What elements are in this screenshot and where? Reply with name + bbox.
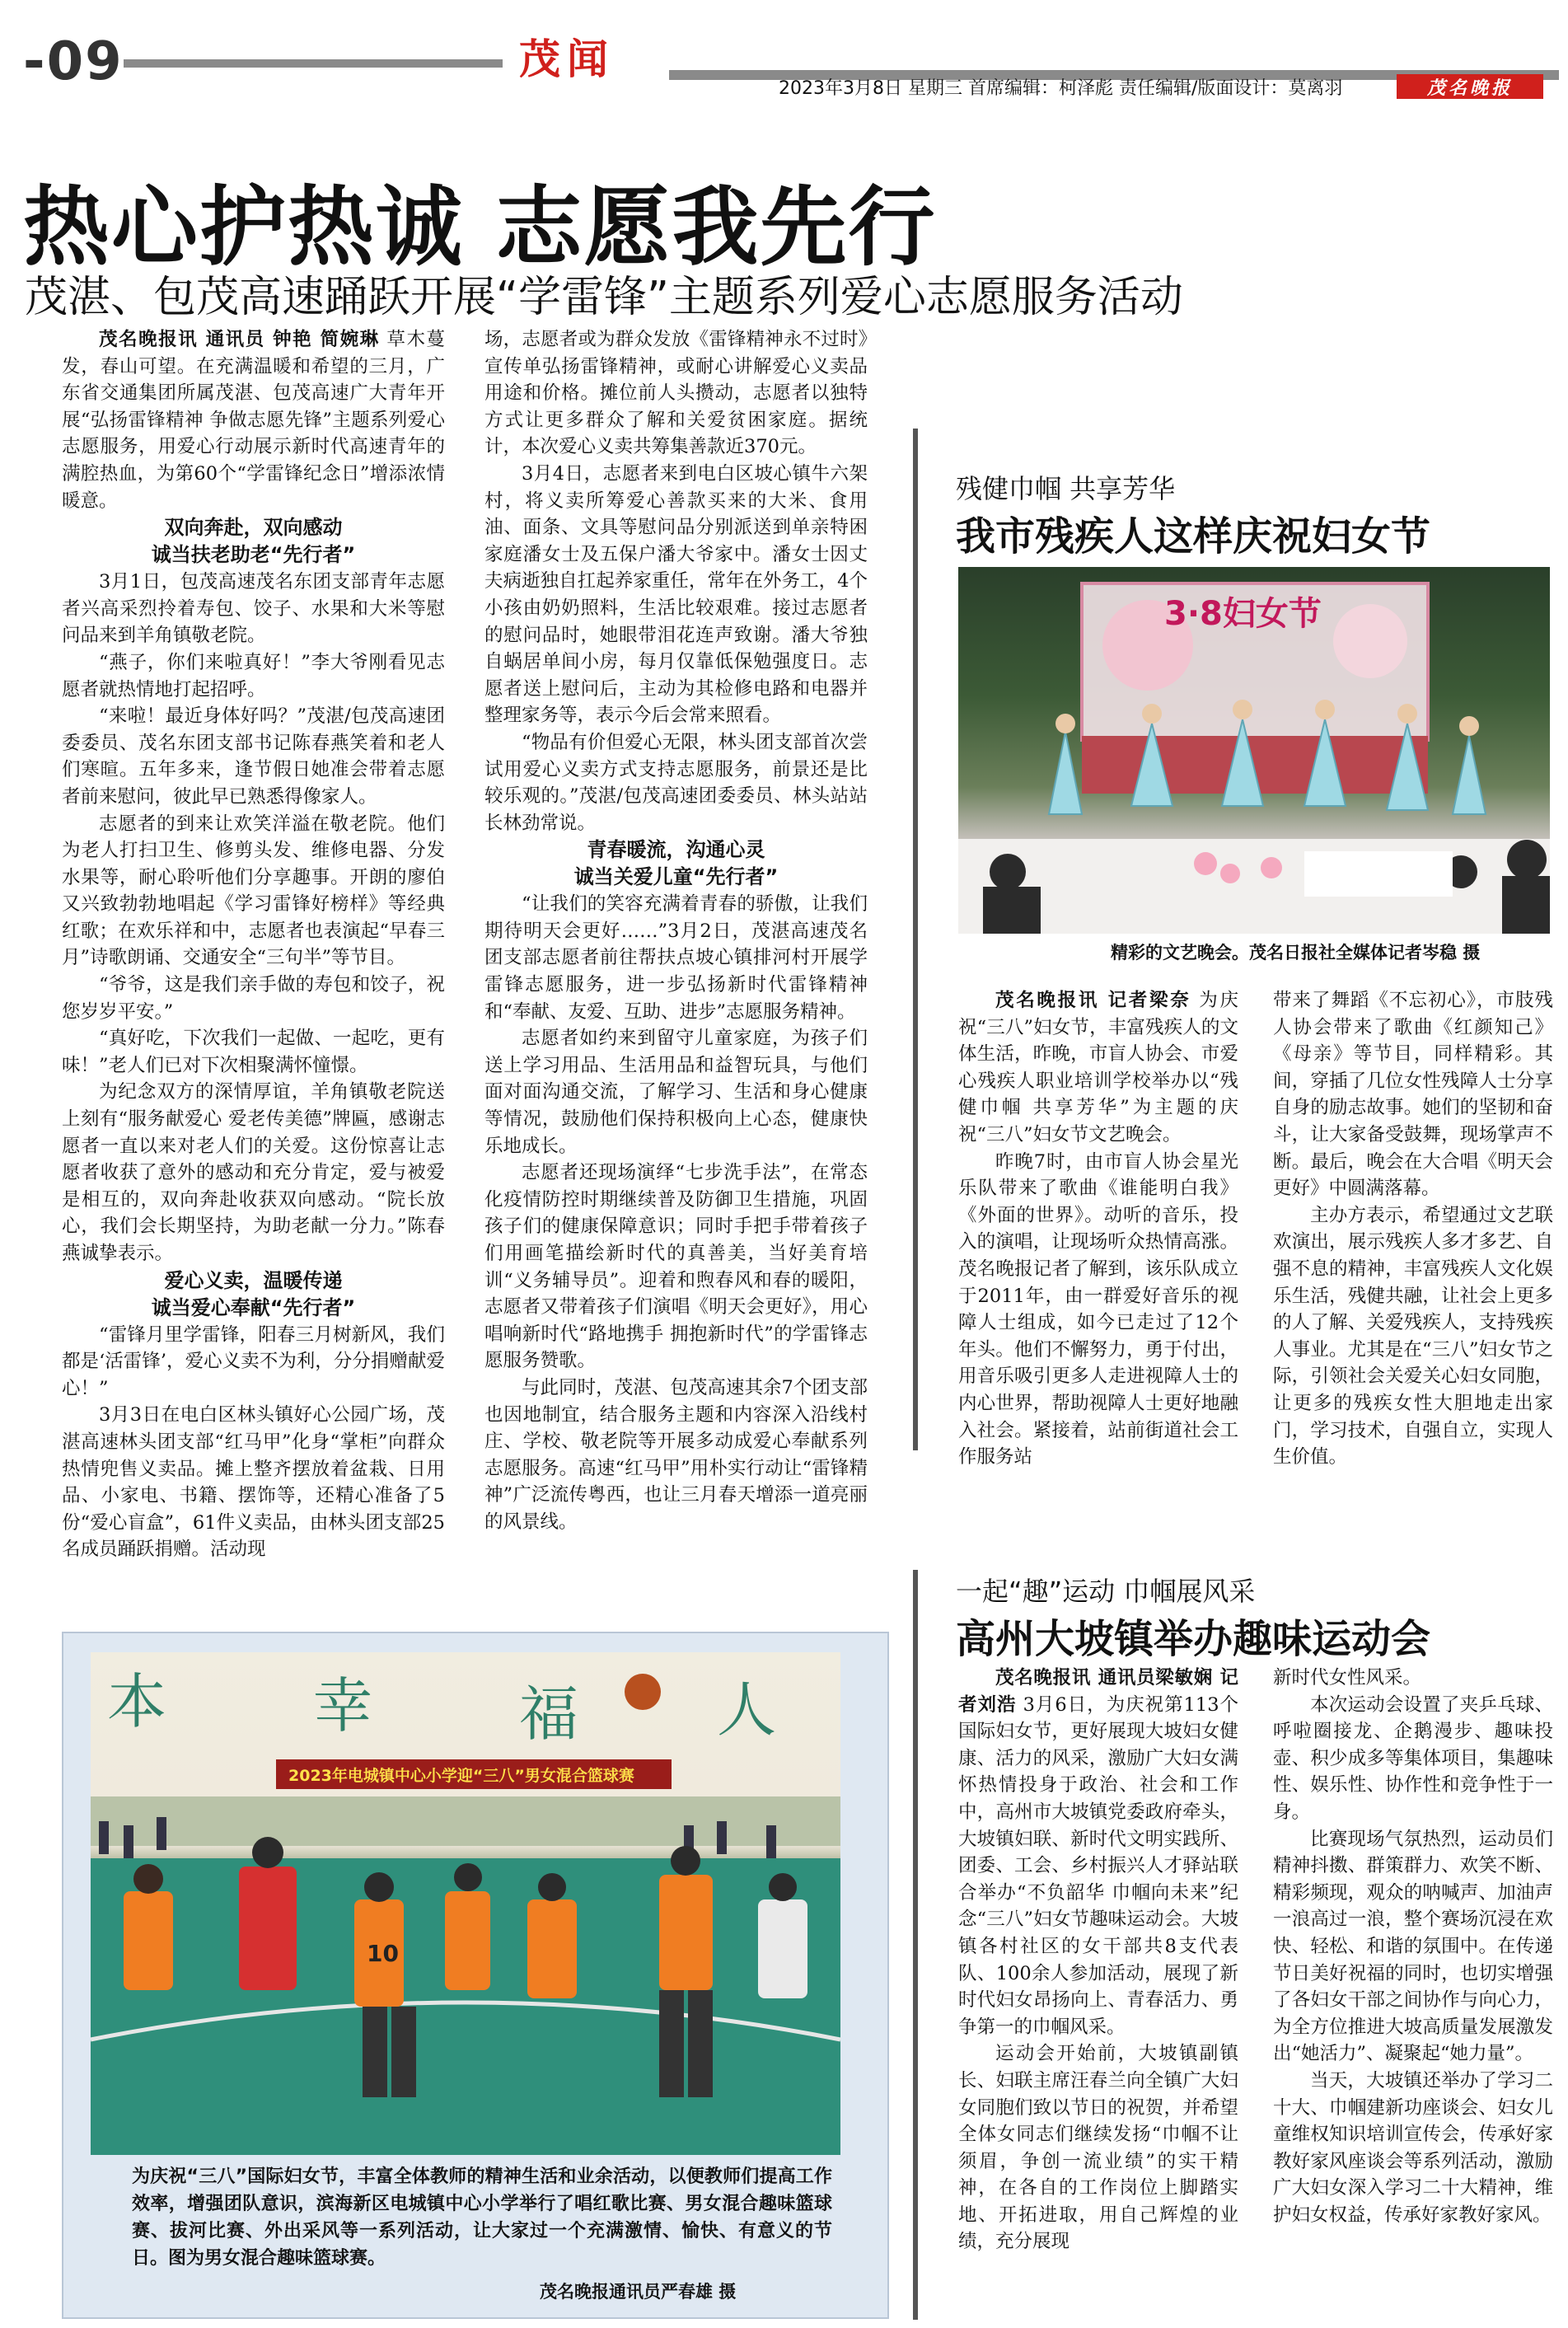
svg-text:3·8妇女节: 3·8妇女节: [1164, 595, 1322, 633]
paragraph: 3月1日，包茂高速茂名东团支部青年志愿者兴高采烈拎着寿包、饺子、水果和大米等慰问品来到羊角镇敬老院。: [62, 571, 445, 647]
paragraph: 与此同时，茂湛、包茂高速其余7个团支部也因地制宜，结合服务主题和内容深入沿线村庄、学校、敬老院等开展多动成爱心奉献系列志愿服务。高速“红马甲”用朴实行动让“雷锋精神”广泛流传粤西，也让三月春天增添一道亮丽的风景线。: [484, 1376, 868, 1533]
side-story-1-column-1: [958, 987, 1238, 1468]
svg-text:人: 人: [717, 1675, 777, 1745]
side-story-divider: [913, 429, 918, 1450]
svg-text:本: 本: [107, 1667, 167, 1736]
paragraph: 比赛现场气氛热烈，运动员们精神抖擞、群策群力、欢笑不断、精彩频现，观众的呐喊声、加油声一浪高过一浪，整个赛场沉浸在欢快、轻松、和谐的氛围中。在传递节日美好祝福的同时，也切实增强了各妇女干部之间协作与向心力，为全方位推进大坡高质量发展激发出“她活力”、凝聚起“她力量”。: [1273, 1828, 1553, 2065]
side-story-1-headline: 我市残疾人这样庆祝妇女节: [956, 513, 1431, 560]
paper-logo: 茂名晚报: [1397, 74, 1543, 99]
header-rule-left: [124, 59, 503, 68]
side-story-1-column-2: [1273, 987, 1553, 1468]
paragraph: 3月6日，为庆祝第113个国际妇女节，更好展现大坡妇女健康、活力的风采，激励广大妇女满怀热情投身于政治、社会和工作中，高州市大坡镇党委政府牵头，大坡镇妇联、新时代文明实践所、团委、工会、乡村振兴人才驿站联合举办“不负韶华 巾帼向未来”纪念“三八”妇女节趣味运动会。大坡镇各村社区的女干部共8支代表队、100余人参加活动，展现了新时代妇女昂扬向上、青春活力、勇争第一的巾帼风采。: [958, 1693, 1238, 2038]
basketball-photo: [91, 1652, 840, 2155]
main-subheadline: 茂湛、包茂高速踊跃开展“学雷锋”主题系列爱心志愿服务活动: [25, 273, 1183, 322]
side-story-divider: [913, 1570, 918, 2320]
main-story-column-1: [62, 326, 445, 1562]
main-headline: 热心护热诚 志愿我先行: [23, 177, 937, 278]
subheading: 诚当爱心奉献“先行者”: [151, 1295, 356, 1319]
paragraph: 草木蔓发，春山可望。在充满温暖和希望的三月，广东省交通集团所属茂湛、包茂高速广大青年开展“弘扬雷锋精神 争做志愿先锋”主题系列爱心志愿服务，用爱心行动展示新时代高速青年的满腔热血，为第60个“学雷锋纪念日”增添浓情暖意。: [62, 329, 445, 512]
paragraph: 带来了舞蹈《不忘初心》，市肢残人协会带来了歌曲《红颜知己》《母亲》等节目，同样精彩。其间，穿插了几位女性残障人士分享自身的励志故事。她们的坚韧和奋斗，让大家备受鼓舞，现场掌声不断。最后，晚会在大合唱《明天会更好》中圆满落幕。: [1273, 990, 1553, 1200]
side-story-2-byline: 茂名晚报讯 通讯员梁敏娴 记者刘浩: [958, 1667, 1238, 1716]
section-tag: 茂闻: [519, 35, 615, 83]
svg-text:10: 10: [367, 1940, 399, 1967]
basketball-photo-credit: 茂名晚报通讯员严春雄 摄: [540, 2282, 737, 2302]
paragraph: 为纪念双方的深情厚谊，羊角镇敬老院送上刻有“服务献爱心 爱老传美德”牌匾，感谢志愿者一直以来对老人们的关爱。这份惊喜让志愿者收获了意外的感动和充分肯定，爱与被爱是相互的，双向奔赴收获双向感动。“院长放心，我们会长期坚持，为助老献一分力。”陈春燕诚挚表示。: [62, 1081, 445, 1264]
side-story-2-headline: 高州大坡镇举办趣味运动会: [956, 1616, 1431, 1662]
paragraph: “爷爷，这是我们亲手做的寿包和饺子，祝您岁岁平安。”: [62, 974, 445, 1023]
page-number: -09: [23, 31, 124, 92]
subheading: 青春暖流，沟通心灵: [587, 838, 765, 862]
main-byline: 茂名晚报讯 通讯员 钟艳 简婉琳: [99, 329, 380, 350]
side-story-2-column-2: [1273, 1665, 1553, 2324]
side-story-1-kicker: 残健巾帼 共享芳华: [956, 473, 1176, 504]
paragraph: 志愿者还现场演绎“七步洗手法”，在常态化疫情防控时期继续普及防御卫生措施，巩固孩子们的健康保障意识；同时手把手带着孩子们用画笔描绘新时代的真善美，当好美育培训“义务辅导员”。迎着和煦春风和春的暖阳，志愿者又带着孩子们演唱《明天会更好》，用心唱响新时代“路地携手 拥抱新时代”的学雷锋志愿服务赞歌。: [484, 1162, 868, 1372]
svg-text:幸: 幸: [313, 1671, 373, 1740]
svg-text:福: 福: [519, 1679, 579, 1749]
paragraph: 主办方表示，希望通过文艺联欢演出，展示残疾人多才多艺、自强不息的精神，丰富残疾人文化娱乐生活，残健共融，让社会上更多的人了解、关爱残疾人，支持残疾人事业。尤其是在“三八”妇女节之际，引领社会关爱关心妇女同胞，让更多的残疾女性大胆地走出家门，学习技术，自强自立，实现人生价值。: [1273, 1204, 1553, 1468]
subheading: 双向奔赴，双向感动: [164, 516, 343, 540]
svg-text:2023年电城镇中心小学迎“三八”男女混合篮球赛: 2023年电城镇中心小学迎“三八”男女混合篮球赛: [288, 1767, 634, 1785]
paragraph: 新时代女性风采。: [1273, 1667, 1422, 1689]
edition-info: 2023年3月8日 星期三 首席编辑：柯泽彪 责任编辑/版面设计：莫离羽: [779, 78, 1343, 99]
paragraph: 3月4日，志愿者来到电白区坡心镇牛六架村，将义卖所筹爱心善款买来的大米、食用油、面条、文具等慰问品分别派送到单亲特困家庭潘女士及五保户潘大爷家中。潘女士因丈夫病逝独自扛起养家重任，常年在外务工，4个小孩由奶奶照料，生活比较艰难。接过志愿者的慰问品时，她眼带泪花连声致谢。潘大爷独自蜗居单间小房，每月仅靠低保勉强度日。志愿者送上慰问后，主动为其检修电路和电器并整理家务等，表示今后会常来照看。: [484, 462, 868, 727]
side-story-2-column-1: [958, 1665, 1238, 2324]
gala-photo-caption: 精彩的文艺晚会。茂名日报社全媒体记者岑稳 摄: [1111, 943, 1481, 963]
paragraph: “燕子，你们来啦真好！”李大爷刚看见志愿者就热情地打起招呼。: [62, 651, 445, 700]
paragraph: 昨晚7时，由市盲人协会星光乐队带来了歌曲《谁能明白我》《外面的世界》。动听的音乐，投入的演唱，让现场听众热情高涨。茂名晚报记者了解到，该乐队成立于2011年，由一群爱好音乐的视障人士组成，如今已走过了12个年头。他们不懈努力，勇于付出，用音乐吸引更多人走进视障人士的内心世界，帮助视障人士更好地融入社会。紧接着，站前街道社会工作服务站: [958, 1150, 1238, 1468]
paragraph: 志愿者如约来到留守儿童家庭，为孩子们送上学习用品、生活用品和益智玩具，与他们面对面沟通交流，了解学习、生活和身心健康等情况，鼓励他们保持积极向上心态，健康快乐地成长。: [484, 1028, 868, 1157]
gala-photo: [958, 567, 1550, 934]
paragraph: 3月3日在电白区林头镇好心公园广场，茂湛高速林头团支部“红马甲”化身“掌柜”向群众热情兜售义卖品。摊上整齐摆放着盆栽、日用品、小家电、书籍、摆饰等，还精心准备了5份“爱心盲盒”，61件义卖品，由林头团支部25名成员踊跃捐赠。活动现: [62, 1404, 445, 1561]
paragraph: 场，志愿者或为群众发放《雷锋精神永不过时》宣传单弘扬雷锋精神，或耐心讲解爱心义卖品用途和价格。摊位前人头攒动，志愿者以独特方式让更多群众了解和关爱贫困家庭。据统计，本次爱心义卖共筹集善款近370元。: [484, 329, 868, 458]
paragraph: “真好吃，下次我们一起做、一起吃，更有味！”老人们已对下次相聚满怀憧憬。: [62, 1028, 445, 1076]
subheading: 诚当关爱儿童“先行者”: [573, 865, 779, 889]
paragraph: 志愿者的到来让欢笑洋溢在敬老院。他们为老人打扫卫生、修剪头发、维修电器、分发水果等，耐心聆听他们分享趣事。开朗的廖伯又兴致勃勃地唱起《学习雷锋好榜样》等经典红歌；在欢乐祥和中，志愿者也表演起“早春三月”诗歌朗诵、交通安全“三句半”等节目。: [62, 813, 445, 969]
main-story-column-2: [484, 326, 868, 1562]
basketball-photo-caption: 为庆祝“三八”国际妇女节，丰富全体教师的精神生活和业余活动，以便教师们提高工作效率，增强团队意识，滨海新区电城镇中心小学举行了唱红歌比赛、男女混合趣味篮球赛、拔河比赛、外出采风等一系列活动，让大家过一个充满激情、愉快、有意义的节日。图为男女混合趣味篮球赛。: [132, 2166, 832, 2269]
subheading: 爱心义卖，温暖传递: [164, 1268, 343, 1292]
basketball-photo-illustration: [91, 1652, 840, 2155]
paragraph: “雷锋月里学雷锋，阳春三月树新风，我们都是‘活雷锋’，爱心义卖不为利，分分捐赠献爱心！”: [62, 1323, 445, 1399]
paragraph: 本次运动会设置了夹乒乓球、呼啦圈接龙、企鹅漫步、趣味投壶、积少成多等集体项目，集趣味性、娱乐性、协作性和竞争性于一身。: [1273, 1693, 1553, 1823]
paragraph: 运动会开始前，大坡镇副镇长、妇联主席汪春兰向全镇广大妇女同胞们致以节日的祝贺，并希望全体女同志们继续发扬“巾帼不让须眉，争创一流业绩”的实干精神，在各自的工作岗位上脚踏实地、开拓进取，用自己辉煌的业绩，充分展现: [958, 2043, 1238, 2253]
paragraph: “物品有价但爱心无限，林头团支部首次尝试用爱心义卖方式支持志愿服务，前景还是比较乐观的。”茂湛/包茂高速团委委员、林头站站长林劲常说。: [484, 731, 868, 834]
paragraph: 当天，大坡镇还举办了学习二十大、巾帼建新功座谈会、妇女儿童维权知识培训宣传会，传承好家教好家风座谈会等系列活动，激励广大妇女深入学习二十大精神，维护妇女权益，传承好家教好家风。: [1273, 2069, 1553, 2226]
gala-photo-illustration: [958, 567, 1550, 934]
side-story-1-byline: 茂名晚报讯 记者梁奈: [995, 990, 1191, 1011]
side-story-2-kicker: 一起“趣”运动 巾帼展风采: [956, 1576, 1256, 1607]
paragraph: 为庆祝“三八”妇女节，丰富残疾人的文体生活，昨晚，市盲人协会、市爱心残疾人职业培训学校举办以“残健巾帼 共享芳华”为主题的庆祝“三八”妇女节文艺晚会。: [958, 990, 1238, 1145]
paragraph: “来啦！最近身体好吗？”茂湛/包茂高速团委委员、茂名东团支部书记陈春燕笑着和老人们寒暄。五年多来，逢节假日她准会带着志愿者前来慰问，彼此早已熟悉得像家人。: [62, 705, 445, 808]
subheading: 诚当扶老助老“先行者”: [151, 543, 356, 567]
paragraph: “让我们的笑容充满着青春的骄傲，让我们期待明天会更好……”3月2日，茂湛高速茂名团支部志愿者前往帮扶点坡心镇排河村开展学雷锋志愿服务，进一步弘扬新时代雷锋精神和“奉献、友爱、互助、进步”志愿服务精神。: [484, 893, 868, 1023]
